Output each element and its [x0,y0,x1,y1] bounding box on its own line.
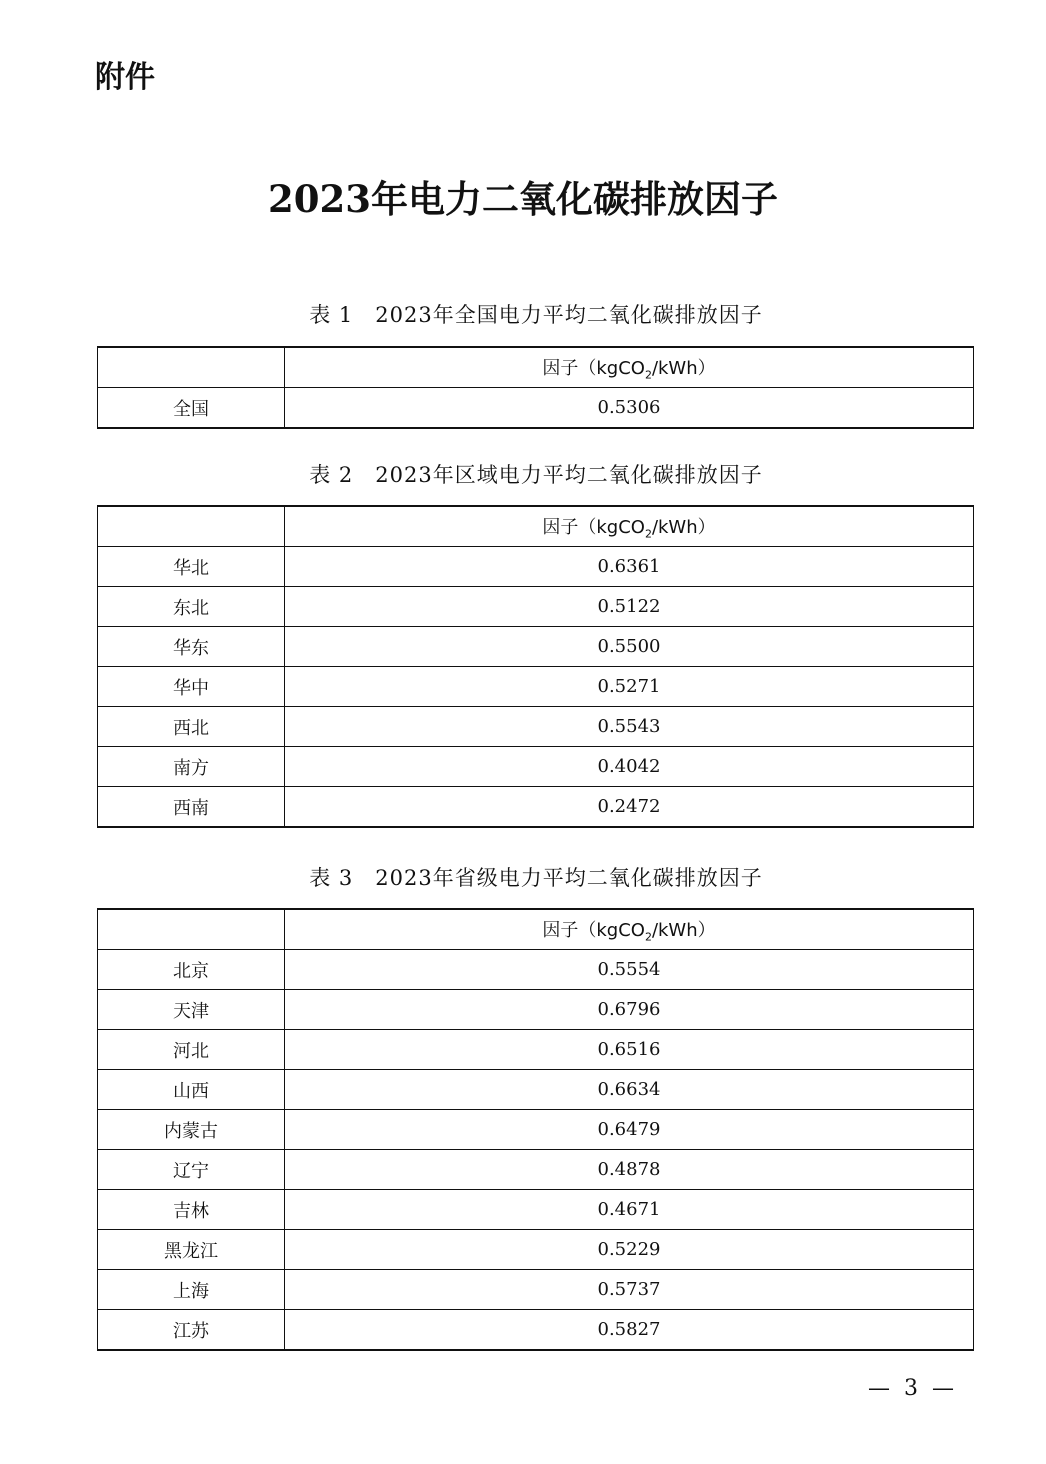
factor-unit-prefix: 因子（kgCO [542,357,645,379]
table-row [98,627,974,667]
region-name-cell: 西南 [98,787,285,828]
region-name-cell: 华中 [98,667,285,707]
factor-value-cell: 0.6479 [285,1110,974,1150]
factor-unit-subscript: 2 [644,368,652,382]
table-row [98,950,974,990]
table3-provincial [97,908,974,1351]
factor-value-cell: 0.5500 [285,627,974,667]
table3-caption-text: 2023年省级电力平均二氧化碳排放因子 [375,866,763,890]
table-header-row [98,506,974,547]
table-row [98,1310,974,1351]
region-name-cell: 东北 [98,587,285,627]
table-row [98,1190,974,1230]
table2-caption [0,460,1046,490]
header-corner-cell [98,506,285,547]
table-row [98,1070,974,1110]
factor-value-cell: 0.5543 [285,707,974,747]
factor-unit-prefix: 因子（kgCO [542,919,645,941]
factor-value-cell: 0.6634 [285,1070,974,1110]
header-corner-cell [98,347,285,388]
table-header-row [98,347,974,388]
factor-value-cell: 0.4878 [285,1150,974,1190]
table2-body [98,506,974,827]
factor-value-cell: 0.5229 [285,1230,974,1270]
factor-value-cell: 0.6796 [285,990,974,1030]
region-name-cell: 吉林 [98,1190,285,1230]
table1-caption [0,300,1046,330]
factor-value-cell: 0.5306 [285,388,974,429]
table-row [98,1110,974,1150]
table-row [98,1270,974,1310]
region-name-cell: 黑龙江 [98,1230,285,1270]
table3-caption-number: 表 3 [309,866,354,890]
table-row [98,388,974,429]
region-name-cell: 华东 [98,627,285,667]
table2-caption-text: 2023年区域电力平均二氧化碳排放因子 [375,463,763,487]
table1-caption-text: 2023年全国电力平均二氧化碳排放因子 [375,303,763,327]
factor-unit-suffix: /kWh） [651,919,716,941]
factor-value-cell: 0.5737 [285,1270,974,1310]
factor-value-cell: 0.5554 [285,950,974,990]
table2-regional [97,505,974,828]
factor-value-cell: 0.4042 [285,747,974,787]
factor-unit-subscript: 2 [644,527,652,541]
factor-value-cell: 0.6361 [285,547,974,587]
factor-unit-suffix: /kWh） [651,516,716,538]
table-row [98,667,974,707]
region-name-cell: 全国 [98,388,285,429]
table-row [98,1150,974,1190]
factor-unit-prefix: 因子（kgCO [542,516,645,538]
region-name-cell: 南方 [98,747,285,787]
header-factor-cell [285,909,974,950]
header-factor-cell [285,347,974,388]
region-name-cell: 河北 [98,1030,285,1070]
region-name-cell: 天津 [98,990,285,1030]
attachment-label: 附件 [95,60,155,95]
table1-body [98,347,974,428]
factor-value-cell: 0.5122 [285,587,974,627]
factor-value-cell: 0.2472 [285,787,974,828]
table3-caption [0,863,1046,893]
document-title: 2023年电力二氧化碳排放因子 [268,177,778,221]
region-name-cell: 内蒙古 [98,1110,285,1150]
table-row [98,1030,974,1070]
table-row [98,990,974,1030]
table-header-row [98,909,974,950]
table-row [98,707,974,747]
table1-caption-number: 表 1 [309,303,354,327]
region-name-cell: 华北 [98,547,285,587]
table-row [98,1230,974,1270]
region-name-cell: 山西 [98,1070,285,1110]
table-row [98,747,974,787]
table1-national [97,346,974,429]
factor-value-cell: 0.6516 [285,1030,974,1070]
factor-unit-suffix: /kWh） [651,357,716,379]
region-name-cell: 江苏 [98,1310,285,1351]
factor-value-cell: 0.5271 [285,667,974,707]
table-row [98,547,974,587]
header-corner-cell [98,909,285,950]
factor-value-cell: 0.4671 [285,1190,974,1230]
table-row [98,587,974,627]
table2-caption-number: 表 2 [309,463,354,487]
region-name-cell: 北京 [98,950,285,990]
header-factor-cell [285,506,974,547]
table-row [98,787,974,828]
region-name-cell: 上海 [98,1270,285,1310]
factor-value-cell: 0.5827 [285,1310,974,1351]
region-name-cell: 辽宁 [98,1150,285,1190]
region-name-cell: 西北 [98,707,285,747]
table3-body [98,909,974,1350]
factor-unit-subscript: 2 [644,930,652,944]
page-number: — 3 — [868,1376,954,1401]
